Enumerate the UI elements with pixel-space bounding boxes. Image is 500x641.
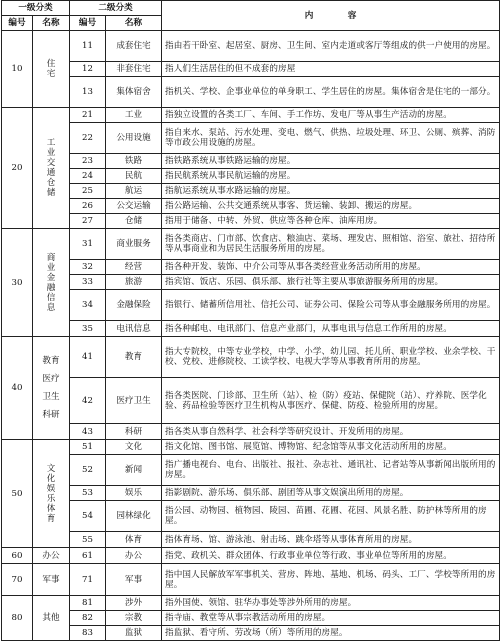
housing-classification-table: [1, 0, 500, 641]
level2-header: 二级分类: [70, 1, 162, 16]
group-name-part: 金: [46, 272, 56, 283]
table-row: [2, 184, 500, 199]
sub-code: 83: [70, 626, 106, 641]
level1-name-header: 名称: [33, 16, 70, 31]
sub-code: 11: [70, 31, 106, 62]
sub-name: 体育: [106, 532, 162, 548]
sub-description: 指各类从事自然科学、社会科学等研究设计、开发所用的房屋。: [162, 424, 500, 440]
sub-description: 指民航系统从事民航运输的房屋。: [162, 169, 500, 184]
level2-name-header: 名称: [106, 16, 162, 31]
sub-description: 指由若干卧室、起居室、厨房、卫生间、室内走道或客厅等组成的供一户使用的房屋。: [162, 31, 500, 62]
sub-code: 41: [70, 337, 106, 378]
sub-name: 宗教: [106, 611, 162, 626]
sub-description: 指体育场、馆、游泳池、射击场、跳伞塔等从事体育所用的房屋。: [162, 532, 500, 548]
sub-code: 12: [70, 62, 106, 77]
sub-code: 54: [70, 501, 106, 532]
sub-description: 指自来水、泵站、污水处理、变电、燃气、供热、垃圾处理、环卫、公厕、殡葬、消防等市政公用设施的房屋。: [162, 123, 500, 154]
sub-description: 指铁路系统从事铁路运输的房屋。: [162, 154, 500, 169]
sub-name: 成套住宅: [106, 31, 162, 62]
table-row: [2, 424, 500, 440]
table-row: [2, 199, 500, 214]
sub-code: 43: [70, 424, 106, 440]
sub-description: 指公路运输、公共交通系统从事客、货运输、装卸、搬运的房屋。: [162, 199, 500, 214]
table-row: [2, 169, 500, 184]
sub-description: 指机关、学校、企事业单位的单身职工、学生居住的房屋。集体宿舍是住宅的一部分。: [162, 77, 500, 108]
sub-name: 军事: [106, 564, 162, 596]
group-name-part: 储: [46, 188, 56, 198]
group-name-part: 业: [46, 148, 56, 158]
sub-name: 仓储: [106, 214, 162, 229]
sub-description: 指党、政机关、群众团体、行政事业单位等行政、事业单位等所用的房屋。: [162, 548, 500, 564]
sub-description: 指广播电视台、电台、出版社、报社、杂志社、通讯社、记者站等从事新闻出版所用的房屋。: [162, 455, 500, 486]
sub-name: 文化: [106, 440, 162, 455]
sub-code: 23: [70, 154, 106, 169]
table-row: [2, 275, 500, 290]
sub-description: 指各类商店、门市部、饮食店、粮油店、菜场、理发店、照相馆、浴室、旅社、招待所等从事商业和为居民生活服务所用的房屋。: [162, 229, 500, 260]
group-name-part: 科研: [42, 410, 60, 420]
table-row: [2, 596, 500, 611]
table-row: [2, 501, 500, 532]
sub-name: 旅游: [106, 275, 162, 290]
table-row: [2, 548, 500, 564]
sub-code: 71: [70, 564, 106, 596]
sub-code: 33: [70, 275, 106, 290]
content-header: 内 容: [162, 1, 500, 31]
sub-description: 指中国人民解放军军事机关、营房、阵地、基地、机场、码头、工厂、学校等所用的房屋。: [162, 564, 500, 596]
table-row: [2, 532, 500, 548]
group-name: [33, 337, 70, 440]
group-name-part: 娱: [46, 483, 56, 494]
sub-code: 42: [70, 378, 106, 424]
sub-description: 指各种开发、装饰、中介公司等从事各类经营业务活动所用的房屋。: [162, 260, 500, 275]
group-name-part: 育: [46, 513, 56, 524]
sub-code: 35: [70, 321, 106, 337]
sub-name: 航运: [106, 184, 162, 199]
sub-name: 非套住宅: [106, 62, 162, 77]
sub-name: 经营: [106, 260, 162, 275]
table-row: [2, 229, 500, 260]
sub-code: 31: [70, 229, 106, 260]
table-row: [2, 440, 500, 455]
table-row: [2, 214, 500, 229]
sub-code: 34: [70, 290, 106, 321]
sub-code: 55: [70, 532, 106, 548]
sub-name: 工业: [106, 108, 162, 123]
sub-code: 25: [70, 184, 106, 199]
group-name-part: 业: [46, 262, 56, 273]
level2-code-header: 编号: [70, 16, 106, 31]
sub-code: 24: [70, 169, 106, 184]
sub-description: 指银行、储蓄所信用社、信托公司、证券公司、保险公司等从事金融服务所用的房屋。: [162, 290, 500, 321]
sub-code: 82: [70, 611, 106, 626]
sub-description: 指大专院校，中等专业学校，中学、小学、幼儿园、托儿所、职业学校、业余学校、干校、党校、进修院校、工读学校、电视大学等从事教育所用的房屋。: [162, 337, 500, 378]
group-code: 60: [2, 548, 33, 564]
group-name-part: 住: [46, 59, 56, 69]
sub-name: 电讯信息: [106, 321, 162, 337]
sub-description: 指监狱、看守所、劳改场（所）等所用的房屋。: [162, 626, 500, 641]
group-name-part: 体: [46, 503, 56, 514]
table-row: [2, 31, 500, 62]
table-body: [2, 31, 500, 641]
group-name-part: 其他: [42, 613, 60, 623]
group-name-part: 融: [46, 282, 56, 293]
group-code: 70: [2, 564, 33, 596]
sub-code: 51: [70, 440, 106, 455]
group-name-part: 宅: [46, 69, 56, 79]
sub-name: 公交运输: [106, 199, 162, 214]
sub-description: 指航运系统从事水路运输的房屋。: [162, 184, 500, 199]
sub-name: 新闻: [106, 455, 162, 486]
group-name-part: 教育: [42, 356, 60, 366]
group-name-part: 卫生: [42, 392, 60, 402]
sub-description: 指外国使、领馆、驻华办事处等涉外所用的房屋。: [162, 596, 500, 611]
sub-name: 集体宿舍: [106, 77, 162, 108]
sub-code: 21: [70, 108, 106, 123]
group-name-part: 信: [46, 292, 56, 303]
sub-description: 指寺庙、教堂等从事宗教活动所用的房屋。: [162, 611, 500, 626]
table-row: [2, 62, 500, 77]
group-name: [33, 31, 70, 108]
sub-code: 27: [70, 214, 106, 229]
group-name-part: 化: [46, 473, 56, 484]
sub-name: 商业服务: [106, 229, 162, 260]
table-row: [2, 260, 500, 275]
sub-description: 指宾馆、饭店、乐园、俱乐部、旅行社等主要从事旅游服务所用的房屋。: [162, 275, 500, 290]
table-row: [2, 290, 500, 321]
group-name-part: 商: [46, 252, 56, 263]
table-row: [2, 378, 500, 424]
sub-description: 指各种邮电、电讯部门、信息产业部门，从事电讯与信息工作所用的房屋。: [162, 321, 500, 337]
sub-code: 52: [70, 455, 106, 486]
sub-name: 民航: [106, 169, 162, 184]
group-name-part: 文: [46, 463, 56, 474]
group-name: [33, 229, 70, 337]
sub-name: 办公: [106, 548, 162, 564]
table-row: [2, 626, 500, 641]
group-code: 20: [2, 108, 33, 229]
sub-name: 科研: [106, 424, 162, 440]
level1-header: 一级分类: [2, 1, 70, 16]
group-code: 10: [2, 31, 33, 108]
sub-code: 61: [70, 548, 106, 564]
sub-description: 指人们生活居住的但不成套的房屋: [162, 62, 500, 77]
sub-description: 指公园、动物园、植物园、陵园、苗圃、花圃、花园、风景名胜、防护林等所用的房屋。: [162, 501, 500, 532]
group-name: [33, 564, 70, 596]
sub-name: 教育: [106, 337, 162, 378]
group-name-part: 办公: [42, 550, 60, 561]
group-name-part: 乐: [46, 493, 56, 504]
group-code: 40: [2, 337, 33, 440]
table-row: [2, 108, 500, 123]
sub-description: 指用于储备、中转、外贸、供应等各种仓库、油库用房。: [162, 214, 500, 229]
table-row: [2, 123, 500, 154]
table-row: [2, 77, 500, 108]
sub-code: 22: [70, 123, 106, 154]
sub-name: 公用设施: [106, 123, 162, 154]
sub-name: 医疗卫生: [106, 378, 162, 424]
table-row: [2, 321, 500, 337]
table-row: [2, 337, 500, 378]
sub-code: 32: [70, 260, 106, 275]
group-name-part: 交: [46, 158, 56, 168]
level1-code-header: 编号: [2, 16, 33, 31]
sub-description: 指影剧院、游乐场、俱乐部、剧团等从事文娱演出所用的房屋。: [162, 486, 500, 501]
table-row: [2, 611, 500, 626]
group-name: [33, 548, 70, 564]
sub-description: 指各类医院、门诊部、卫生所（站）、检（防）疫站、保健院（站）、疗养院、医学化验、药品检验等医疗卫生机构从事医疗、保健、防疫、检验所用的房屋。: [162, 378, 500, 424]
sub-code: 53: [70, 486, 106, 501]
group-name-part: 工: [46, 138, 56, 148]
group-code: 50: [2, 440, 33, 548]
sub-name: 园林绿化: [106, 501, 162, 532]
group-name-part: 医疗: [42, 374, 60, 384]
sub-name: 铁路: [106, 154, 162, 169]
table-row: [2, 154, 500, 169]
sub-name: 娱乐: [106, 486, 162, 501]
table-row: [2, 564, 500, 596]
sub-code: 13: [70, 77, 106, 108]
sub-description: 指文化馆、图书馆、展览馆、博物馆、纪念馆等从事文化活动所用的房屋。: [162, 440, 500, 455]
group-code: 30: [2, 229, 33, 337]
sub-name: 涉外: [106, 596, 162, 611]
table-row: [2, 486, 500, 501]
group-name-part: 息: [46, 302, 56, 313]
group-name: [33, 108, 70, 229]
group-code: 80: [2, 596, 33, 641]
table-row: [2, 455, 500, 486]
sub-description: 指独立设置的各类工厂、车间、手工作坊、发电厂等从事生产活动的房屋。: [162, 108, 500, 123]
group-name: [33, 440, 70, 548]
group-name-part: 仓: [46, 178, 56, 188]
sub-code: 81: [70, 596, 106, 611]
sub-name: 金融保险: [106, 290, 162, 321]
sub-code: 26: [70, 199, 106, 214]
group-name-part: 军事: [42, 574, 60, 585]
group-name-part: 通: [46, 168, 56, 178]
sub-name: 监狱: [106, 626, 162, 641]
